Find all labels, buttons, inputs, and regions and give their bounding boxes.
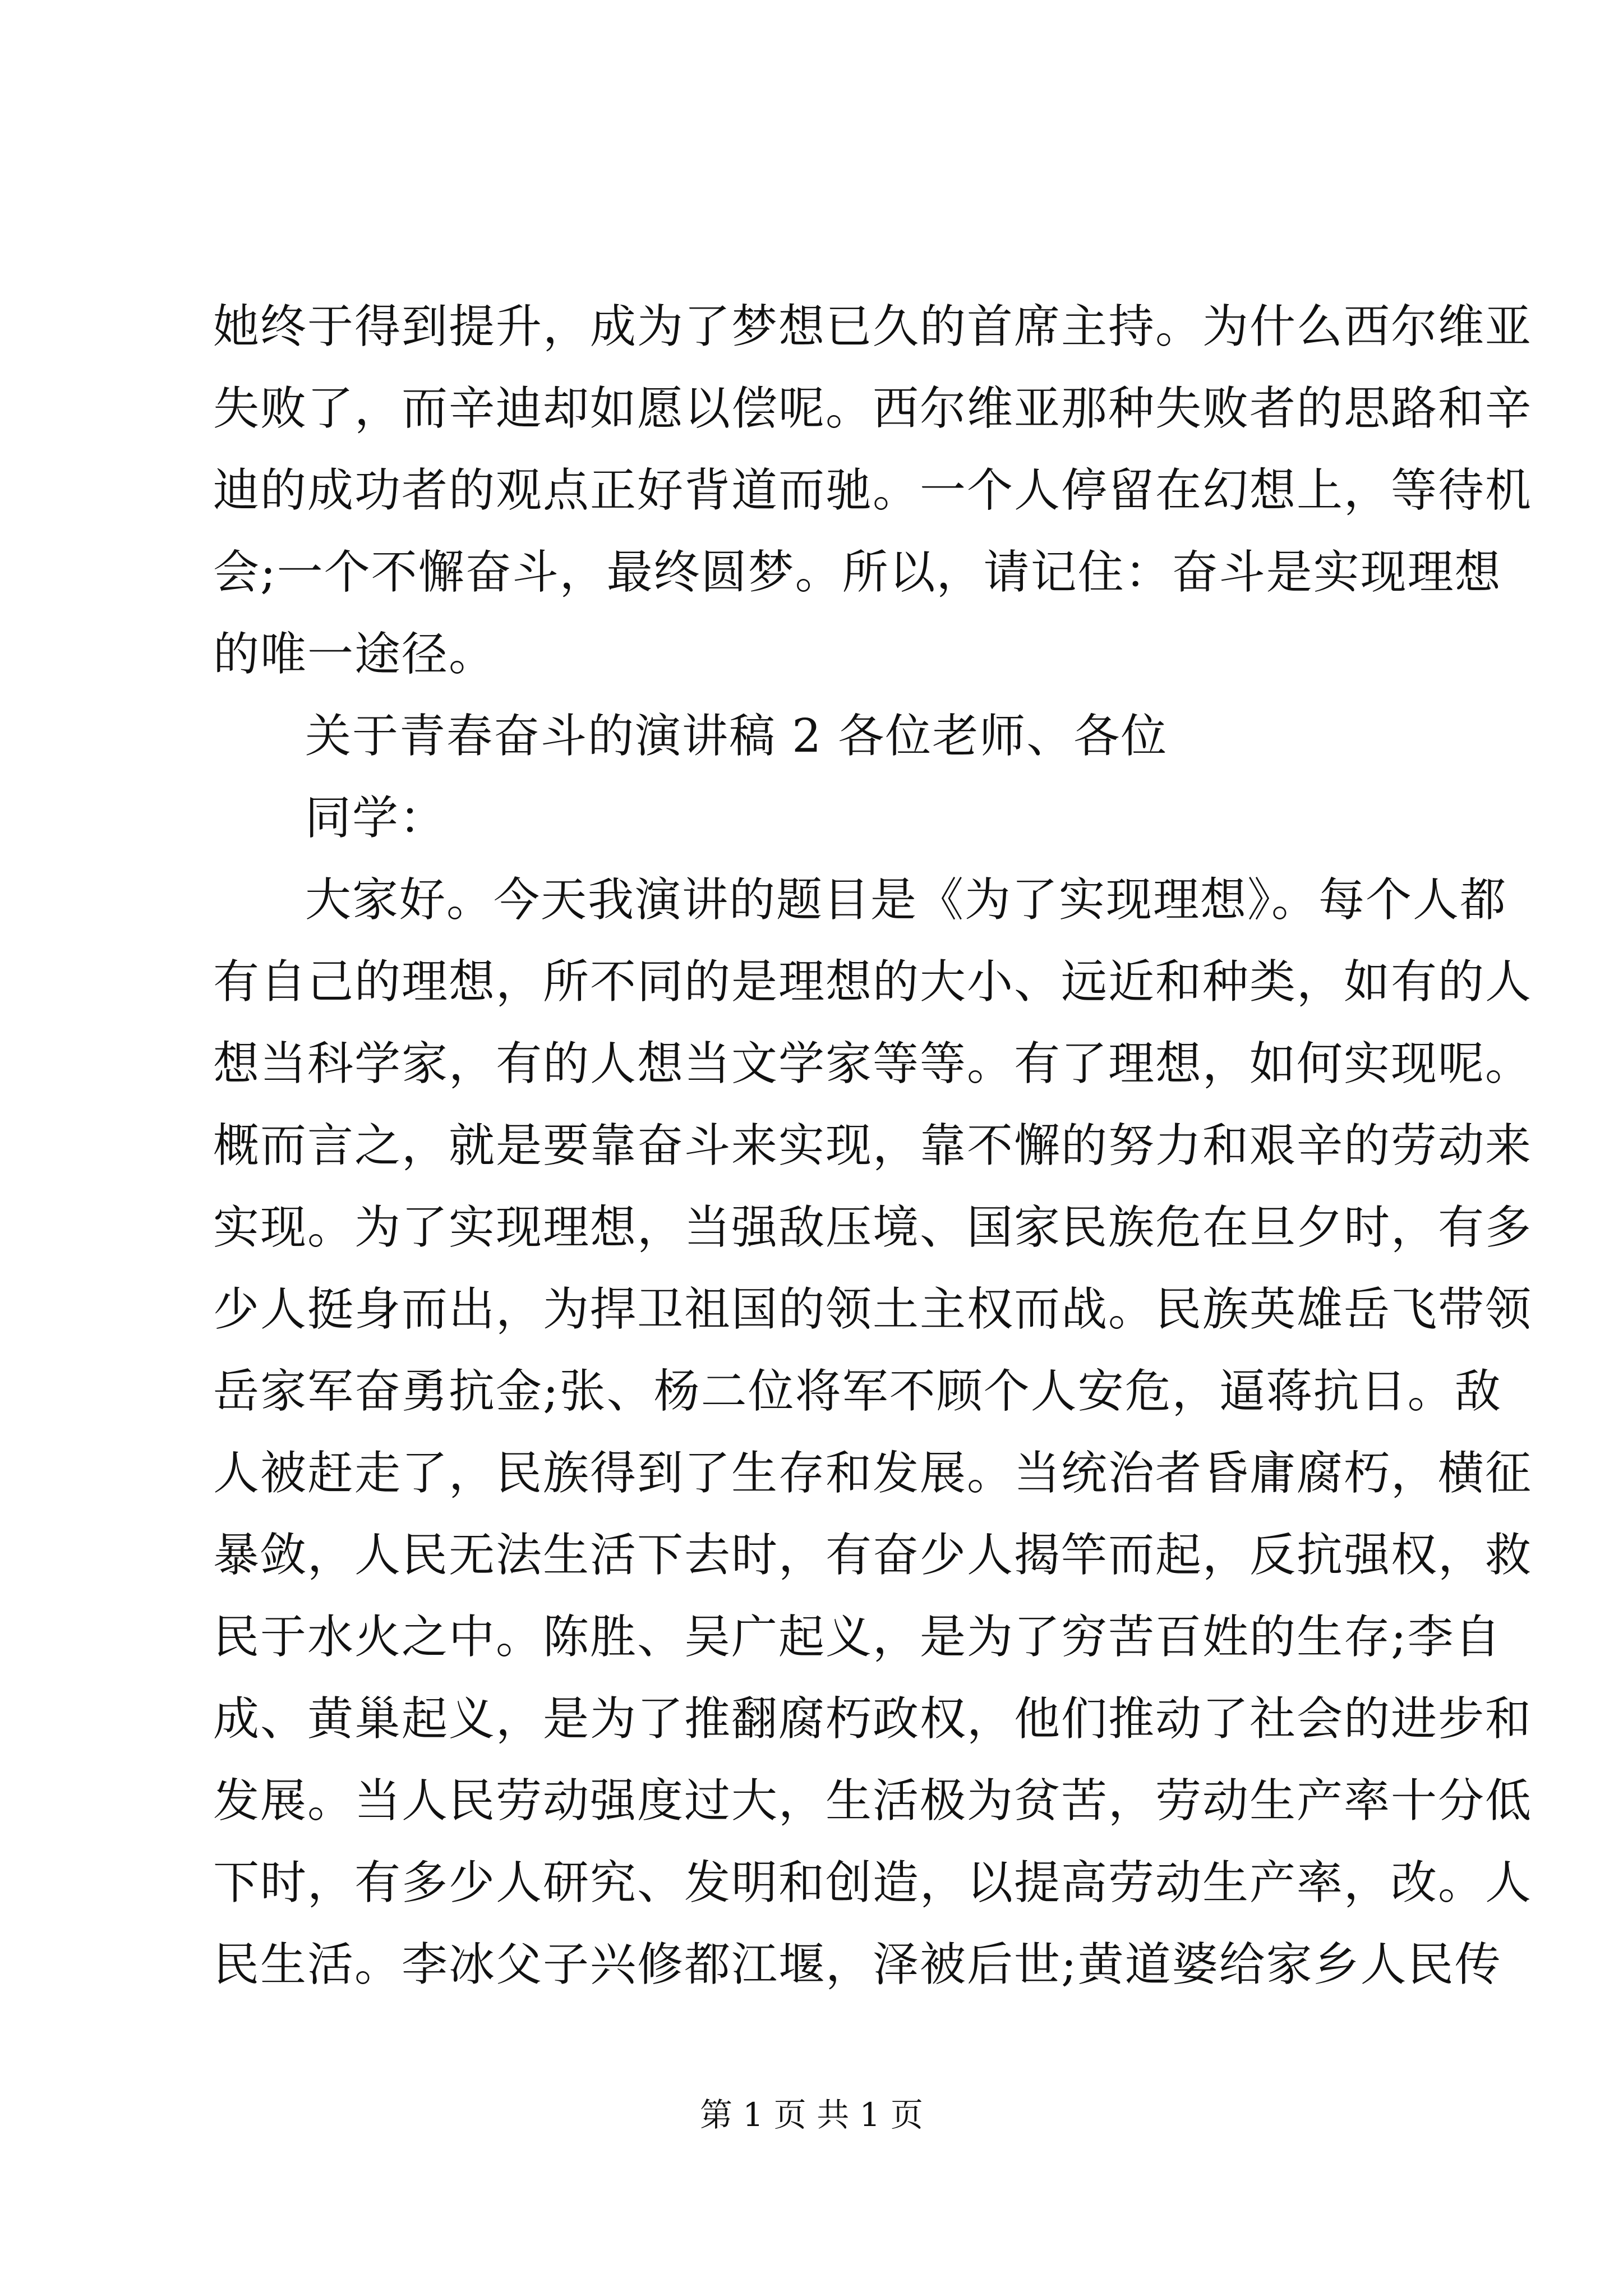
text-line: 同学： — [305, 792, 447, 845]
text-line: 岳家军奋勇抗金;张、杨二位将军不顾个人安危，逼蒋抗日。敌 — [213, 1365, 1502, 1418]
text-line: 迪的成功者的观点正好背道而驰。一个人停留在幻想上，等待机 — [213, 464, 1533, 517]
text-line: 民于水火之中。陈胜、吴广起义，是为了穷苦百姓的生存;李自 — [213, 1611, 1502, 1664]
text-line: 民生活。李冰父子兴修都江堰，泽被后世;黄道婆给家乡人民传 — [213, 1938, 1502, 1991]
text-line: 实现。为了实现理想，当强敌压境、国家民族危在旦夕时，有多 — [213, 1201, 1533, 1254]
text-line: 人被赶走了，民族得到了生存和发展。当统治者昏庸腐朽，横征 — [213, 1447, 1533, 1500]
text-line: 关于青春奋斗的演讲稿 2 各位老师、各位 — [305, 710, 1168, 763]
text-line: 失败了，而辛迪却如愿以偿呢。西尔维亚那种失败者的思路和辛 — [213, 382, 1533, 435]
text-line: 大家好。今天我演讲的题目是《为了实现理想》。每个人都 — [305, 873, 1507, 927]
text-line: 概而言之，就是要靠奋斗来实现，靠不懈的努力和艰辛的劳动来 — [213, 1119, 1533, 1172]
text-line: 成、黄巢起义，是为了推翻腐朽政权，他们推动了社会的进步和 — [213, 1692, 1533, 1746]
text-line: 她终于得到提升，成为了梦想已久的首席主持。为什么西尔维亚 — [213, 300, 1533, 353]
text-line: 有自己的理想，所不同的是理想的大小、远近和种类，如有的人 — [213, 955, 1533, 1009]
text-line: 发展。当人民劳动强度过大，生活极为贫苦，劳动生产率十分低 — [213, 1774, 1533, 1828]
text-line: 会;一个不懈奋斗，最终圆梦。所以，请记住：奋斗是实现理想 — [213, 546, 1502, 599]
text-line: 少人挺身而出，为捍卫祖国的领土主权而战。民族英雄岳飞带领 — [213, 1283, 1533, 1336]
page-footer: 第 1 页 共 1 页 — [700, 2096, 923, 2134]
text-line: 想当科学家，有的人想当文学家等等。有了理想，如何实现呢。 — [213, 1037, 1533, 1091]
text-line: 暴敛，人民无法生活下去时，有奋少人揭竿而起，反抗强权，救 — [213, 1529, 1533, 1582]
text-line: 的唯一途径。 — [213, 628, 496, 681]
document-body — [213, 286, 1533, 2006]
text-line: 下时，有多少人研究、发明和创造，以提高劳动生产率，改。人 — [213, 1856, 1533, 1910]
